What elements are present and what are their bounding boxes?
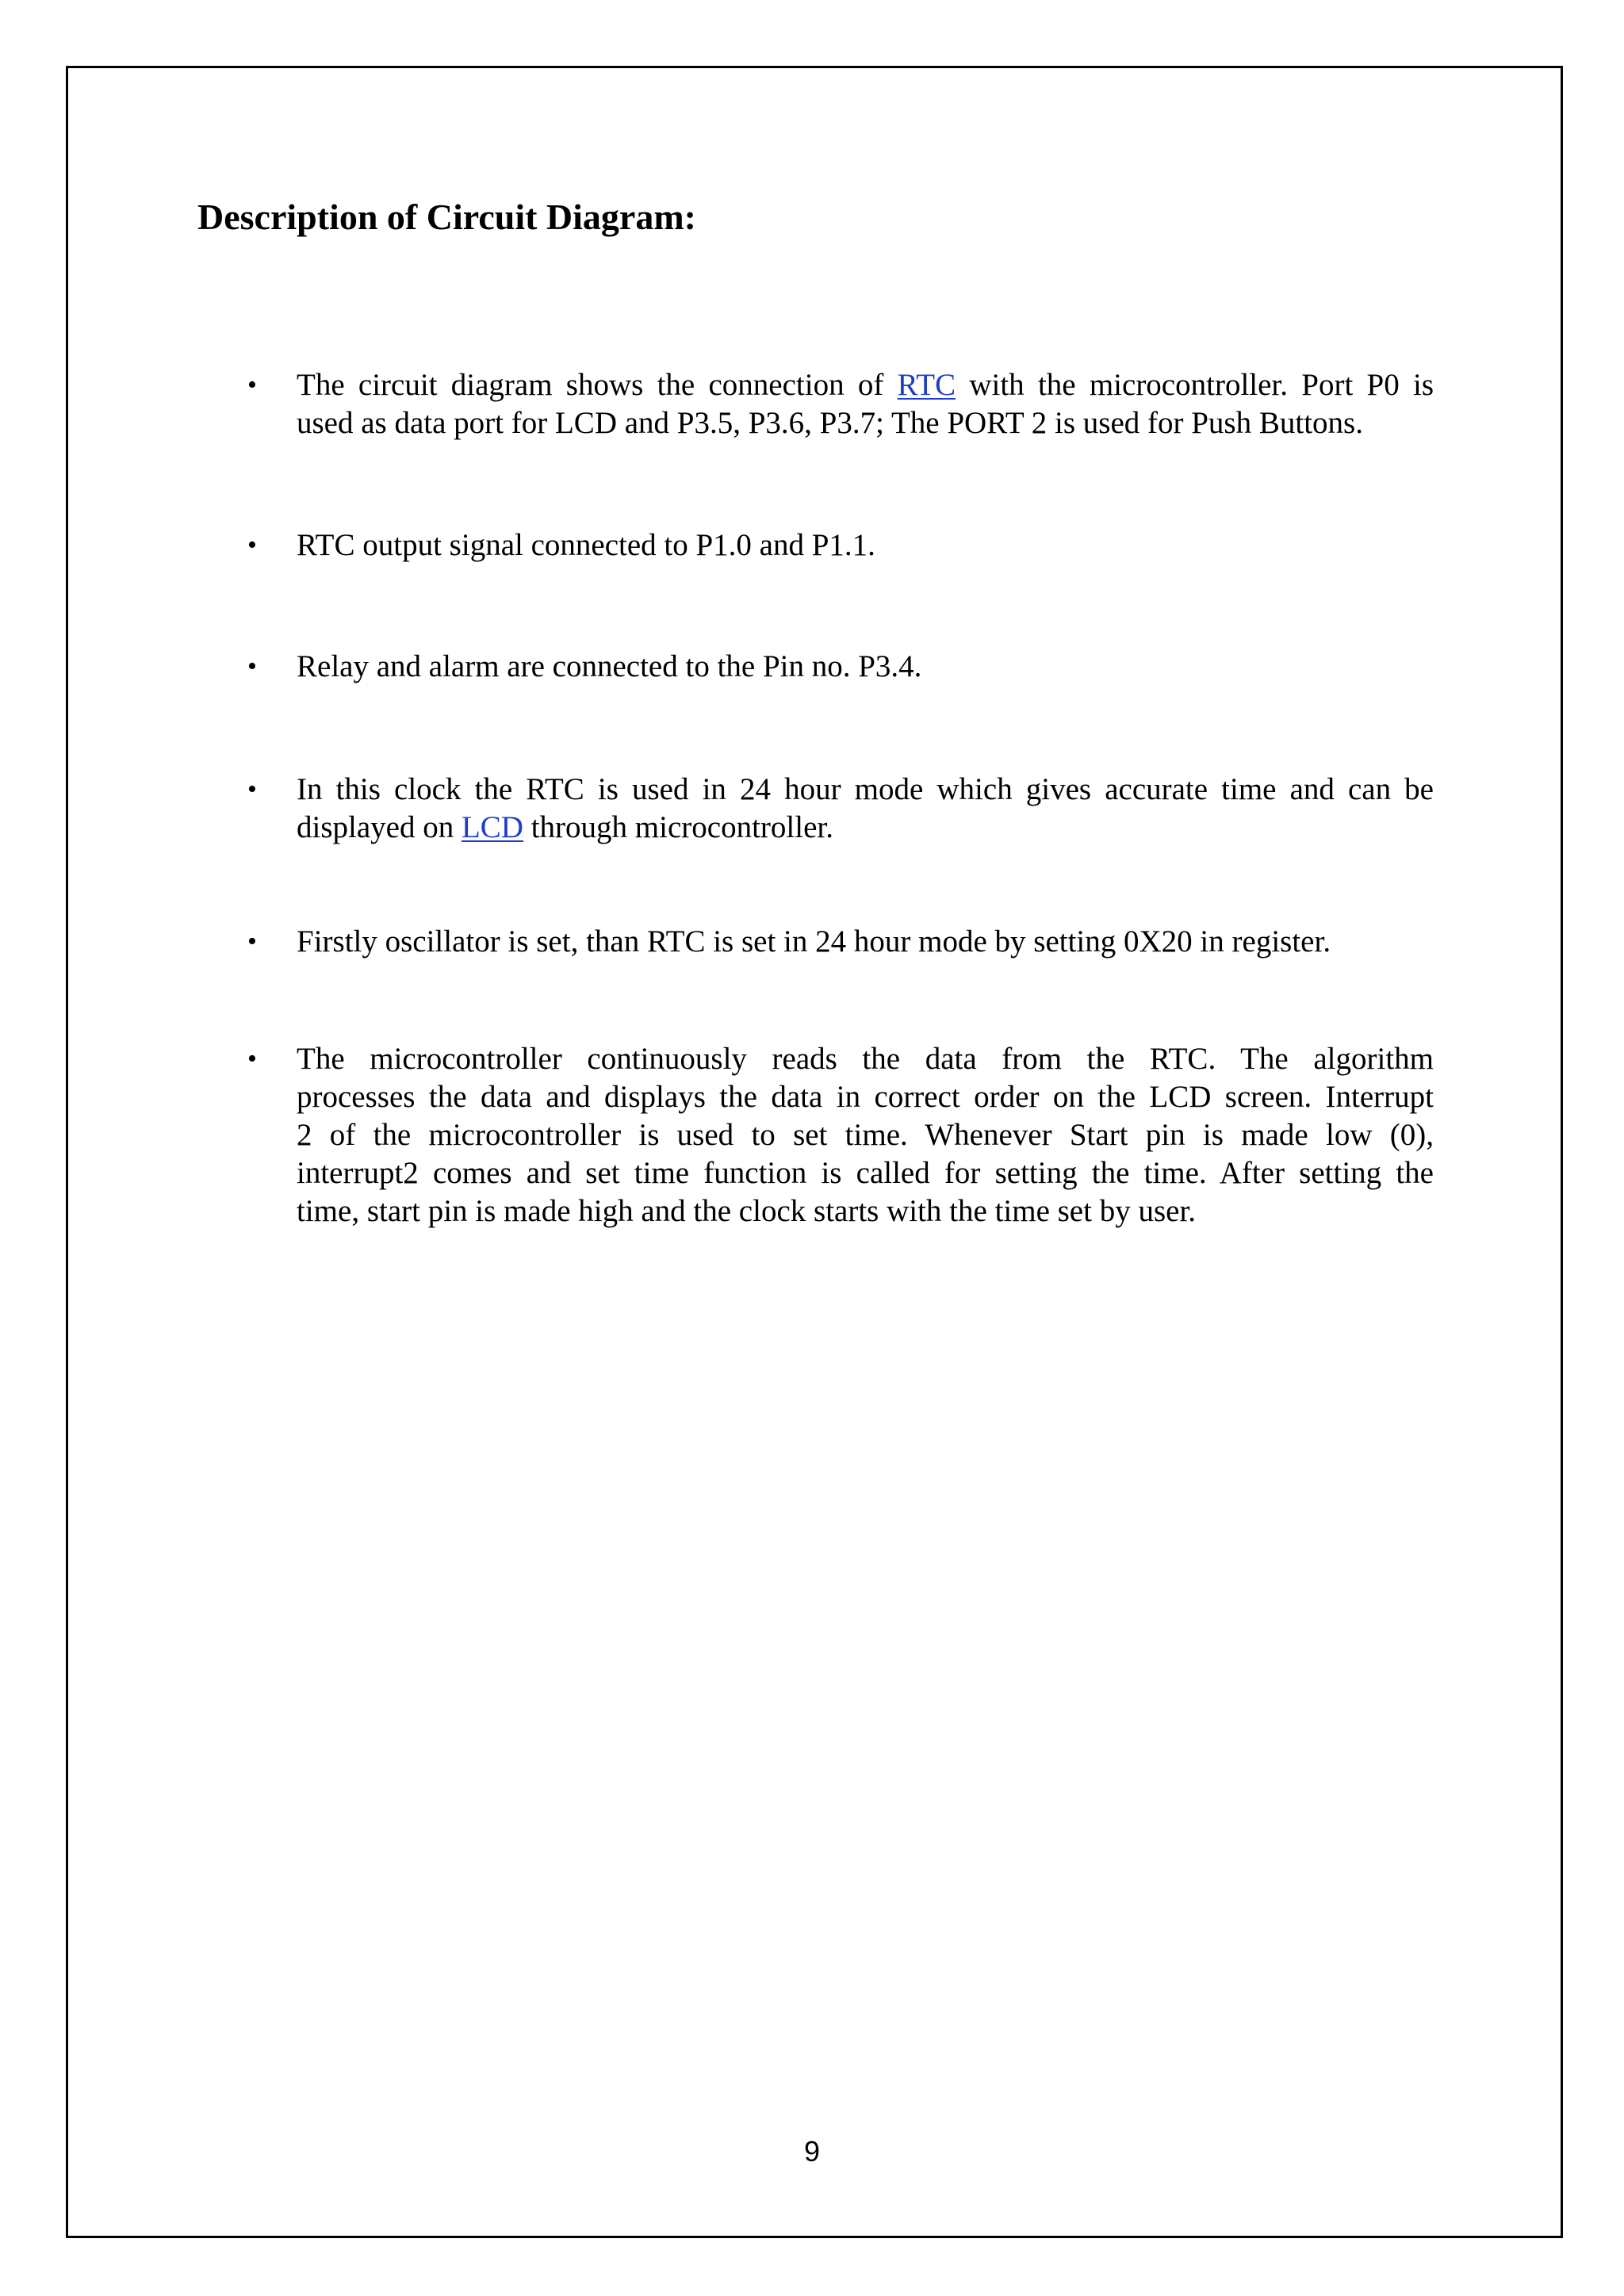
bullet-line: The circuit diagram shows the connection of RTC with the microcontroller. Port P0 is (297, 368, 1434, 402)
bullet-item-rtc-output (247, 526, 1434, 564)
bullet-icon: • (247, 370, 257, 400)
bullet-line: In this clock the RTC is used in 24 hour mode which gives accurate time and can be (297, 772, 1434, 806)
bullet-icon: • (247, 775, 257, 804)
bullet-icon: • (247, 1044, 257, 1073)
bullet-line: processes the data and displays the data in correct order on the LCD screen. Interrupt (297, 1080, 1434, 1114)
bullet-line: used as data port for LCD and P3.5, P3.6, P3.7; The PORT 2 is used for Push Buttons. (297, 406, 1363, 440)
bullet-item-relay (247, 648, 1434, 686)
bullet-icon: • (247, 530, 257, 560)
bullet-line: displayed on LCD through microcontroller. (297, 810, 833, 844)
page-heading: Description of Circuit Diagram: (197, 197, 696, 237)
bullet-line: 2 of the microcontroller is used to set time. Whenever Start pin is made low (0), (297, 1118, 1434, 1152)
bullet-line: RTC output signal connected to P1.0 and P1.1. (297, 528, 875, 562)
bullet-line: Relay and alarm are connected to the Pin no. P3.4. (297, 649, 922, 683)
bullet-line: interrupt2 comes and set time function is called for setting the time. After setting the (297, 1156, 1434, 1190)
bullet-item-connection (247, 366, 1434, 442)
bullet-item-algorithm (247, 1040, 1434, 1230)
page-number: 9 (803, 2135, 821, 2168)
bullet-item-24-hour-mode (247, 771, 1434, 847)
bullet-icon: • (247, 652, 257, 681)
bullet-line: The microcontroller continuously reads the data from the RTC. The algorithm (297, 1042, 1434, 1076)
lcd-link[interactable]: LCD (461, 810, 523, 844)
bullet-item-oscillator (247, 923, 1434, 961)
bullet-icon: • (247, 927, 257, 956)
bullet-line: Firstly oscillator is set, than RTC is set in 24 hour mode by setting 0X20 in register. (297, 924, 1331, 959)
bullet-line: time, start pin is made high and the clock starts with the time set by user. (297, 1194, 1197, 1228)
rtc-link[interactable]: RTC (897, 368, 956, 402)
